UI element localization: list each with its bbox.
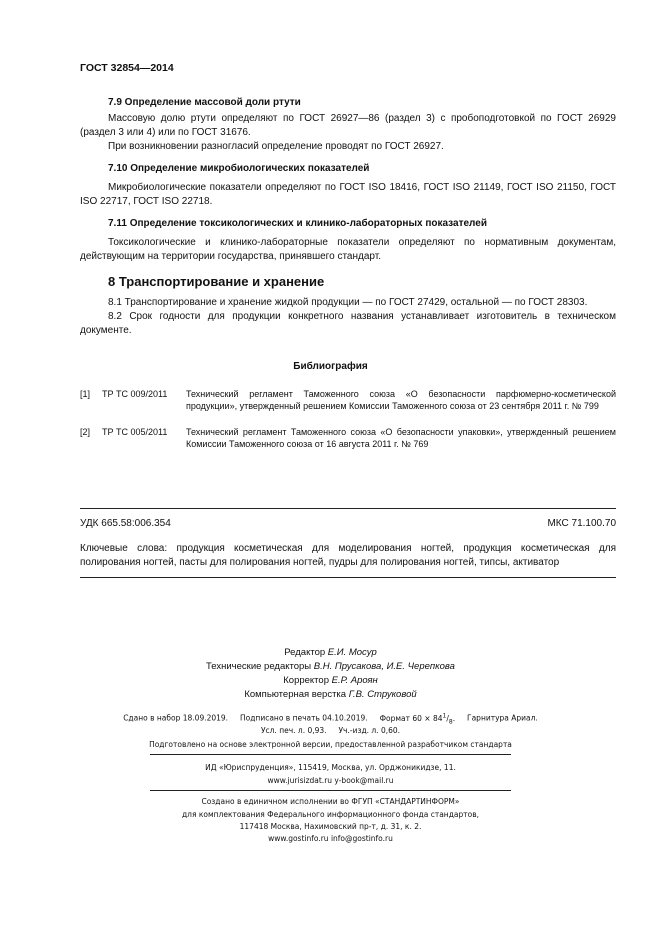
bibliography-item [80, 427, 616, 453]
footer-rule-top [80, 508, 616, 509]
mks-code: МКС 71.100.70 [547, 518, 616, 529]
section-7-10-text-1: Микробиологические показатели определяют по ГОСТ ISO 18416, ГОСТ ISO 21149, ГОСТ ISO 21150, ГОСТ ISO 22717, ГОСТ ISO 22718. [80, 182, 616, 207]
section-8-paragraph-2 [80, 310, 616, 338]
credit-tech-editors [0, 661, 661, 672]
bibliography-item-code: ТР ТС 009/2011 [102, 389, 168, 399]
bibliography-item-number: [2] [80, 427, 91, 437]
imprint-typeface: Гарнитура Ариал. [467, 713, 538, 723]
section-7-9-paragraph-2 [80, 140, 616, 154]
made-line-1: Создано в единичном исполнении во ФГУП «СТАНДАРТИНФОРМ» [201, 797, 460, 806]
section-8-title: 8 Транспортирование и хранение [108, 274, 325, 289]
publisher-contacts: www.jurisizdat.ru y-book@mail.ru [267, 776, 394, 785]
bibliography-item-code: ТР ТС 005/2011 [102, 427, 168, 437]
section-7-9-text-1: Массовую долю ртути определяют по ГОСТ 26927—86 (раздел 3) с пробоподготовкой по ГОСТ 26929 (раздел 3 или 4) или по ГОСТ 31676. [80, 113, 616, 138]
credit-corrector [0, 675, 661, 686]
imprint-format: Формат $60 \times 84^1/_8$. [379, 712, 456, 725]
keywords: Ключевые слова: продукция косметическая для моделирования ногтей, продукция косметическая для полирования ногтей, пасты для полирования ногтей, пудры для полирования ногтей, типсы, активатор [80, 543, 616, 568]
imprint-line-2 [0, 726, 661, 735]
imprint-print-sheets: Усл. печ. л. 0,93. [260, 726, 327, 735]
credit-layout [0, 689, 661, 700]
imprint-rule-1 [150, 754, 511, 755]
section-8-text-2: 8.2 Срок годности для продукции конкретного названия устанавливает изготовитель в техническом документе. [80, 311, 616, 336]
made-line-4: www.gostinfo.ru info@gostinfo.ru [268, 834, 393, 843]
bibliography-item-number: [1] [80, 389, 91, 399]
imprint-typeset-date: Сдано в набор 18.09.2019. [123, 713, 229, 723]
section-7-11-title: 7.11 Определение токсикологических и клинико-лабораторных показателей [108, 218, 487, 229]
credit-editor [0, 647, 661, 658]
imprint-prepared-note: Подготовлено на основе электронной версии, предоставленной разработчиком стандарта [149, 740, 512, 749]
section-7-10-paragraph-1 [80, 181, 616, 209]
imprint-rule-2 [150, 790, 511, 791]
section-7-9-text-2: При возникновении разногласий определение проводят по ГОСТ 26927. [108, 141, 444, 152]
bibliography-item-text: Технический регламент Таможенного союза «О безопасности парфюмерно-косметической продукции», утвержденный решением Комиссии Таможенного союза от 23 сентября 2011 г. № 799 [186, 389, 616, 411]
section-8-text-1: 8.1 Транспортирование и хранение жидкой продукции — по ГОСТ 27429, остальной — по ГОСТ 28303. [108, 297, 588, 308]
credit-layout-label: Компьютерная верстка [244, 689, 347, 700]
section-8-paragraph-1 [80, 296, 616, 310]
credit-corrector-label: Корректор [283, 675, 329, 686]
section-7-9-title: 7.9 Определение массовой доли ртути [108, 97, 301, 108]
credit-editor-name: Е.И. Мосур [327, 647, 377, 658]
made-line-3: 117418 Москва, Нахимовский пр-т, д. 31, к. 2. [239, 822, 422, 831]
document-header: ГОСТ 32854—2014 [80, 62, 174, 74]
credit-tech-label: Технические редакторы [206, 661, 312, 672]
credit-corrector-name: Е.Р. Ароян [331, 675, 378, 686]
section-7-9-paragraph-1 [80, 112, 616, 140]
section-7-11-paragraph-1 [80, 236, 616, 264]
bibliography-item-text: Технический регламент Таможенного союза «О безопасности упаковки», утвержденный решением Комиссии Таможенного союза от 16 августа 2011 г. № 769 [186, 427, 616, 449]
imprint-print-date: Подписано в печать 04.10.2019. [240, 713, 368, 723]
bibliography-item [80, 389, 616, 425]
footer-rule-bottom [80, 577, 616, 578]
section-7-11-text-1: Токсикологические и клинико-лабораторные показатели определяют по нормативным документам, действующим на территории государства, принявшего стандарт. [80, 237, 616, 262]
credit-tech-names: В.Н. Прусакова, И.Е. Черепкова [313, 661, 455, 672]
credit-layout-name: Г.В. Струковой [348, 689, 417, 700]
imprint-publisher-sheets: Уч.-изд. л. 0,60. [338, 726, 401, 735]
section-7-10-title: 7.10 Определение микробиологических показателей [108, 163, 370, 174]
udk-code: УДК 665.58:006.354 [80, 518, 171, 529]
imprint-line-1 [0, 712, 661, 725]
credit-editor-label: Редактор [284, 647, 326, 658]
publisher-address: ИД «Юриспруденция», 115419, Москва, ул. Орджоникидзе, 11. [205, 763, 456, 772]
bibliography-title: Библиография [293, 361, 368, 372]
made-line-2: для комплектования Федерального информационного фонда стандартов, [181, 810, 480, 819]
